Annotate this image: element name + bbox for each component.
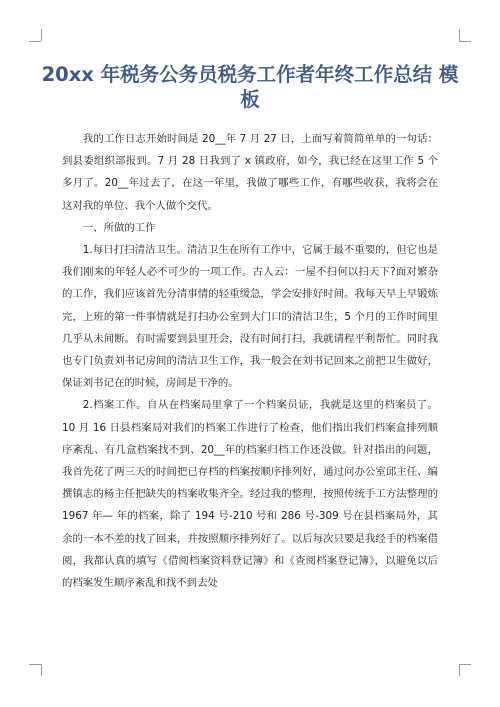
- section-heading: 一、所做的工作: [82, 221, 156, 234]
- cleaning-paragraph: 1.每日打扫清洁卫生。清洁卫生在所有工作中，它属于最不重要的，但它也是我们刚来的年轻人必不可少的一项工作。古人云：一屋不扫何以扫天下?面对繁杂的工作，我们应该首先分清事情的轻重缓急，学会安排好时间。我每天早上早锻炼完，上班的第一件事情就是打扫办公室到大门口的清洁卫生，5 个月的工作时间里几乎从未间断。有时需要到县里开会，没有时间打扫，我就请程平利帮忙。同时我也专门负责刘书记房间的清洁卫生工作，我一般会在刘书记回来之前把卫生做好，保证刘书记在的时候，房间是干净的。: [62, 244, 438, 390]
- crop-mark-bottom-right: [459, 664, 471, 665]
- crop-mark-bottom-left: [41, 664, 42, 676]
- crop-mark-top-right: [459, 41, 471, 42]
- crop-mark-top-right: [459, 29, 460, 41]
- intro-paragraph: 我的工作日志开始时间是 20__年 7 月 27 日，上面写着简简单单的一句话：到县委组织部报到。7 月 28 日我到了 x 镇政府，如今，我已经在这里工作 5 个多月了。20__年过去了，在这一年里，我做了哪些工作，有哪些收获，我将会在这对我的单位、我个人做个交代。: [62, 133, 438, 212]
- crop-mark-bottom-left: [29, 664, 41, 665]
- document-body: [62, 128, 438, 594]
- archive-paragraph: 2.档案工作。自从在档案局里拿了一个档案员证，我就是这里的档案员了。10 月 16 日县档案局对我们的档案工作进行了检查，他们指出我们档案盒排列顺序紊乱、有几盒档案找不到、20__年的档案归档工作还没做。针对指出的问题，我首先花了两三天的时间把已存档的档案按顺序排列好，通过问办公室邱主任、编撰镇志的杨主任把缺失的档案收集齐全。经过我的整理，按照传统手工方法整理的 1967 年— 年的档案，除了 194 号-210 号和 286 号-309 号在县档案局外，其余的一本不差的找了回来，并按照顺序排列好了。以后每次只要是我经手的档案借阅，我都认真的填写《借阅档案资料登记簿》和《查阅档案登记簿》，以避免以后的档案发生顺序紊乱和找不到去处: [62, 399, 438, 590]
- crop-mark-bottom-right: [459, 664, 460, 676]
- document-title: 20xx 年税务公务员税务工作者年终工作总结 模板: [41, 63, 459, 111]
- crop-mark-top-left: [29, 41, 41, 42]
- crop-mark-top-left: [41, 29, 42, 41]
